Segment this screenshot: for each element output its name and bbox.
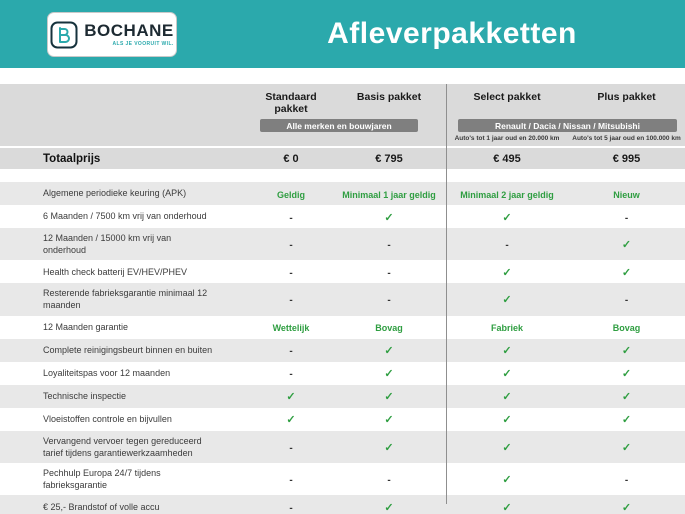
- feature-label: Vloeistoffen controle en bijvullen: [43, 413, 172, 424]
- price-plus: € 995: [612, 152, 641, 165]
- feature-row: [0, 385, 685, 408]
- logo-tagline: ALS JE VOORUIT WIL.: [112, 41, 174, 47]
- dash-value: -: [289, 474, 293, 486]
- text-cell: [568, 318, 685, 336]
- check-icon: ✓: [621, 391, 632, 404]
- feature-value: Nieuw: [613, 189, 640, 200]
- dash-value: -: [289, 502, 293, 514]
- price-select: € 495: [493, 152, 521, 165]
- price-standaard: € 0: [283, 152, 299, 165]
- check-cell: [568, 341, 685, 359]
- feature-value: Geldig: [276, 189, 305, 200]
- dash-value: -: [624, 295, 629, 307]
- feature-label: Pechhulp Europa 24/7 tijdens fabrieksgarantie: [43, 467, 161, 490]
- text-cell: [250, 185, 332, 203]
- text-cell: [446, 185, 568, 203]
- check-cell: [250, 410, 332, 428]
- totaalprijs-label: Totaalprijs: [43, 152, 101, 165]
- check-icon: ✓: [502, 391, 512, 404]
- check-cell: [446, 498, 568, 514]
- feature-value: Bovag: [375, 323, 403, 334]
- dash-cell: [250, 235, 332, 253]
- totaalprijs-row: [0, 148, 685, 169]
- check-cell: [568, 235, 685, 253]
- feature-label: Technische inspectie: [43, 390, 127, 401]
- badge-alle-merken: Alle merken en bouwjaren: [260, 119, 418, 132]
- check-icon: ✓: [384, 441, 394, 454]
- check-icon: ✓: [621, 266, 632, 279]
- dash-cell: [568, 208, 685, 226]
- dash-cell: [332, 263, 446, 281]
- check-icon: ✓: [502, 441, 512, 454]
- logo-text: [84, 22, 173, 47]
- header: [0, 0, 685, 68]
- dash-cell: [250, 208, 332, 226]
- feature-label: Vervangend vervoer tegen gereduceerd tarief tijdens garantiewerkzaamheden: [43, 435, 202, 458]
- check-icon: ✓: [286, 391, 296, 404]
- check-cell: [568, 263, 685, 281]
- dash-cell: [446, 235, 568, 253]
- check-icon: ✓: [502, 266, 512, 279]
- feature-row: [0, 182, 685, 205]
- dash-value: -: [387, 240, 391, 252]
- check-cell: [332, 364, 446, 382]
- check-icon: ✓: [621, 414, 632, 427]
- dash-value: -: [289, 212, 293, 224]
- check-icon: ✓: [502, 294, 512, 307]
- check-cell: [250, 387, 332, 405]
- dash-value: -: [289, 442, 293, 454]
- column-header-standaard: Standaard pakket: [265, 91, 317, 115]
- text-cell: [446, 318, 568, 336]
- check-icon: ✓: [502, 345, 512, 358]
- check-cell: [446, 387, 568, 405]
- dash-value: -: [624, 474, 629, 486]
- feature-label: 12 Maanden garantie: [43, 321, 129, 332]
- check-icon: ✓: [621, 239, 632, 252]
- check-icon: ✓: [384, 391, 394, 404]
- check-icon: ✓: [384, 414, 394, 427]
- check-cell: [446, 208, 568, 226]
- dash-value: -: [624, 212, 629, 224]
- dash-value: -: [505, 240, 509, 252]
- check-icon: ✓: [502, 414, 512, 427]
- check-cell: [446, 341, 568, 359]
- subtext-plus: Auto's tot 5 jaar oud en 100.000 km: [572, 135, 681, 142]
- check-icon: ✓: [286, 414, 296, 427]
- bochane-logo: [47, 12, 177, 57]
- feature-label: 6 Maanden / 7500 km vrij van onderhoud: [43, 211, 207, 222]
- dash-value: -: [387, 267, 391, 279]
- dash-cell: [250, 263, 332, 281]
- subtext-row: [0, 132, 685, 142]
- check-cell: [568, 410, 685, 428]
- dash-value: -: [289, 267, 293, 279]
- feature-value: Bovag: [612, 323, 641, 334]
- text-cell: [568, 185, 685, 203]
- check-icon: ✓: [621, 441, 632, 454]
- feature-label: € 25,- Brandstof of volle accu: [43, 501, 160, 512]
- feature-label: Complete reinigingsbeurt binnen en buiten: [43, 344, 213, 355]
- feature-row: [0, 463, 685, 495]
- feature-row: [0, 228, 685, 260]
- check-icon: ✓: [502, 501, 512, 514]
- check-icon: ✓: [621, 368, 632, 381]
- check-cell: [332, 410, 446, 428]
- check-cell: [568, 387, 685, 405]
- feature-row: [0, 316, 685, 339]
- check-cell: [446, 290, 568, 308]
- check-icon: ✓: [502, 211, 512, 224]
- check-icon: ✓: [502, 368, 512, 381]
- text-cell: [332, 318, 446, 336]
- table-header-band: [0, 84, 685, 146]
- dash-cell: [568, 290, 685, 308]
- feature-row: [0, 260, 685, 283]
- dash-cell: [250, 364, 332, 382]
- check-icon: ✓: [384, 501, 394, 514]
- feature-row: [0, 283, 685, 315]
- check-cell: [332, 341, 446, 359]
- check-cell: [332, 208, 446, 226]
- column-header-basis: Basis pakket: [356, 91, 422, 103]
- feature-row: [0, 431, 685, 463]
- dash-value: -: [387, 295, 391, 307]
- feature-value: Wettelijk: [272, 323, 310, 334]
- feature-label: Resterende fabrieksgarantie minimaal 12 maanden: [43, 288, 208, 311]
- dash-cell: [568, 470, 685, 488]
- feature-row: [0, 408, 685, 431]
- dash-value: -: [289, 369, 293, 381]
- dash-value: -: [289, 346, 293, 358]
- feature-row: [0, 205, 685, 228]
- dash-cell: [332, 235, 446, 253]
- column-headers: [0, 91, 685, 115]
- dash-value: -: [289, 240, 293, 252]
- check-icon: ✓: [502, 473, 512, 486]
- check-cell: [446, 438, 568, 456]
- feature-row: [0, 339, 685, 362]
- feature-rows: [0, 182, 685, 514]
- feature-value: Minimaal 1 jaar geldig: [342, 189, 436, 200]
- check-icon: ✓: [621, 501, 632, 514]
- page-title: Afleverpakketten: [327, 17, 577, 50]
- badges-row: [0, 115, 685, 132]
- check-cell: [332, 438, 446, 456]
- check-icon: ✓: [384, 211, 394, 224]
- check-icon: ✓: [621, 345, 632, 358]
- check-cell: [332, 387, 446, 405]
- feature-label: Algemene periodieke keuring (APK): [43, 188, 187, 199]
- dash-cell: [332, 290, 446, 308]
- column-divider: [446, 84, 447, 504]
- dash-cell: [250, 498, 332, 514]
- dash-cell: [250, 470, 332, 488]
- feature-row: [0, 362, 685, 385]
- check-cell: [568, 498, 685, 514]
- dash-cell: [332, 470, 446, 488]
- bochane-logo-icon: [50, 21, 78, 49]
- feature-label: 12 Maanden / 15000 km vrij van onderhoud: [43, 233, 172, 256]
- feature-row: [0, 495, 685, 514]
- feature-value: Minimaal 2 jaar geldig: [460, 189, 554, 200]
- check-cell: [332, 498, 446, 514]
- badge-brands: Renault / Dacia / Nissan / Mitsubishi: [458, 119, 677, 132]
- dash-value: -: [289, 295, 293, 307]
- text-cell: [250, 318, 332, 336]
- dash-cell: [250, 341, 332, 359]
- column-header-plus: Plus pakket: [597, 91, 656, 103]
- dash-cell: [250, 438, 332, 456]
- check-icon: ✓: [384, 368, 394, 381]
- feature-label: Health check batterij EV/HEV/PHEV: [43, 266, 188, 277]
- check-cell: [446, 364, 568, 382]
- check-icon: ✓: [384, 345, 394, 358]
- feature-label: Loyaliteitspas voor 12 maanden: [43, 367, 171, 378]
- dash-value: -: [387, 474, 391, 486]
- check-cell: [446, 410, 568, 428]
- logo-name: BOCHANE: [84, 21, 174, 40]
- column-header-select: Select pakket: [473, 91, 541, 103]
- text-cell: [332, 185, 446, 203]
- check-cell: [568, 438, 685, 456]
- price-basis: € 795: [375, 152, 403, 165]
- check-cell: [446, 470, 568, 488]
- feature-value: Fabriek: [490, 323, 523, 334]
- subtext-select: Auto's tot 1 jaar oud en 20.000 km: [454, 135, 560, 142]
- check-cell: [446, 263, 568, 281]
- dash-cell: [250, 290, 332, 308]
- check-cell: [568, 364, 685, 382]
